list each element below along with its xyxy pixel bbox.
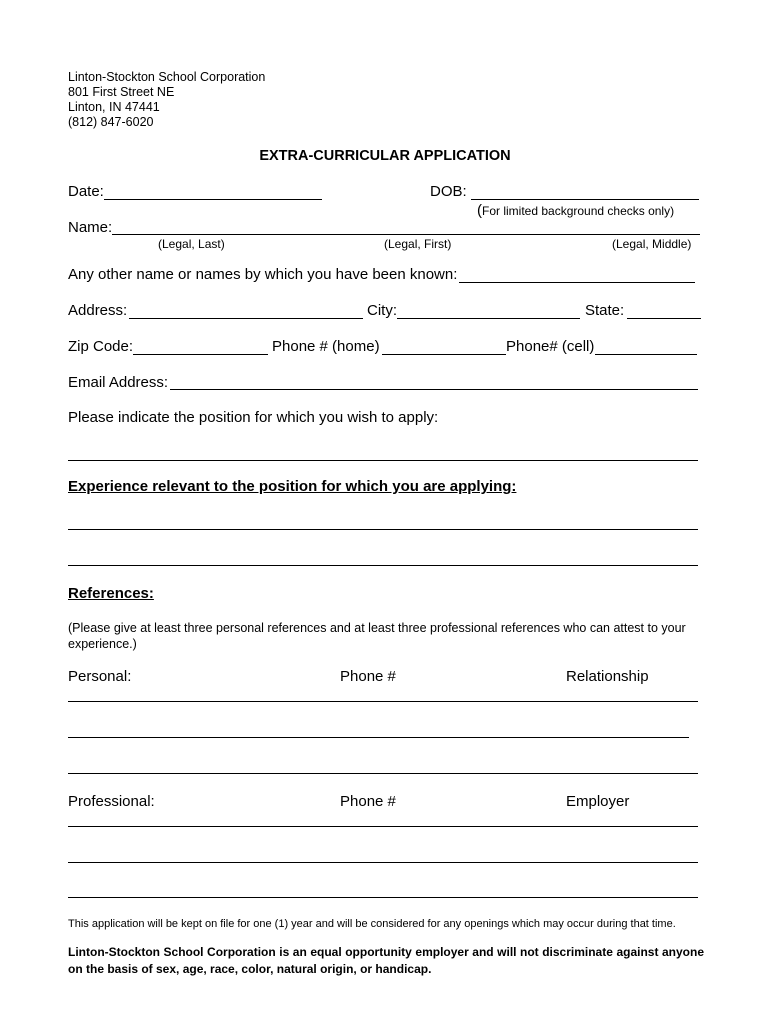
name-sublabel-first: (Legal, First): [384, 237, 452, 251]
personal-reference-line-3[interactable]: [68, 773, 698, 774]
email-label: Email Address:: [68, 374, 169, 391]
dob-label: DOB:: [430, 183, 467, 200]
phone-home-field-line[interactable]: [382, 354, 506, 355]
organization-city-state-zip: Linton, IN 47441: [68, 100, 160, 114]
name-sublabel-last: (Legal, Last): [158, 237, 225, 251]
relationship-column-header: Relationship: [566, 668, 649, 685]
references-heading: References:: [68, 585, 154, 602]
dob-note: [477, 202, 674, 220]
personal-phone-column-header: Phone #: [340, 668, 396, 685]
email-field-line[interactable]: [170, 389, 698, 390]
city-label: City:: [367, 302, 397, 319]
personal-reference-line-1[interactable]: [68, 701, 698, 702]
professional-reference-line-2[interactable]: [68, 862, 698, 863]
zip-code-field-line[interactable]: [133, 354, 268, 355]
name-label: Name:: [68, 219, 113, 236]
position-label: Please indicate the position for which you wish to apply:: [68, 409, 439, 426]
date-field-line[interactable]: [104, 199, 322, 200]
other-names-label: Any other name or names by which you have been known:: [68, 266, 458, 283]
organization-address-block: [68, 70, 265, 130]
references-note: (Please give at least three personal references and at least three professional references who can attest to your experience.): [68, 621, 686, 651]
experience-field-line-2[interactable]: [68, 565, 698, 566]
dob-note-paren: (: [477, 202, 482, 219]
organization-name: Linton-Stockton School Corporation: [68, 70, 266, 84]
professional-reference-line-3[interactable]: [68, 897, 698, 898]
professional-phone-column-header: Phone #: [340, 793, 396, 810]
professional-column-header: Professional:: [68, 793, 155, 810]
experience-field-line-1[interactable]: [68, 529, 698, 530]
phone-cell-field-line[interactable]: [595, 354, 697, 355]
date-label: Date:: [68, 183, 104, 200]
organization-street: 801 First Street NE: [68, 85, 175, 99]
organization-phone: (812) 847-6020: [68, 115, 154, 129]
zip-code-label: Zip Code:: [68, 338, 134, 355]
position-field-line[interactable]: [68, 460, 698, 461]
employer-column-header: Employer: [566, 793, 630, 810]
equal-opportunity-statement: Linton-Stockton School Corporation is an equal opportunity employer and will not discriminate against anyone on the basis of sex, age, race, color, natural origin, or handicap.: [68, 945, 704, 976]
experience-heading: Experience relevant to the position for which you are applying:: [68, 478, 517, 495]
phone-home-label: Phone # (home): [272, 338, 380, 355]
city-field-line[interactable]: [397, 318, 580, 319]
phone-cell-label: Phone# (cell): [506, 338, 595, 355]
form-title: EXTRA-CURRICULAR APPLICATION: [259, 148, 511, 164]
dob-note-text: For limited background checks only): [482, 204, 675, 218]
state-field-line[interactable]: [627, 318, 701, 319]
state-label: State:: [585, 302, 625, 319]
address-field-line[interactable]: [129, 318, 363, 319]
name-field-line[interactable]: [112, 234, 700, 235]
address-label: Address:: [68, 302, 128, 319]
name-sublabel-middle: (Legal, Middle): [612, 237, 692, 251]
dob-field-line[interactable]: [471, 199, 699, 200]
retention-note: This application will be kept on file for one (1) year and will be considered for any openings which may occur during that time.: [68, 918, 676, 930]
personal-column-header: Personal:: [68, 668, 132, 685]
professional-reference-line-1[interactable]: [68, 826, 698, 827]
other-names-field-line[interactable]: [459, 282, 695, 283]
personal-reference-line-2[interactable]: [68, 737, 689, 738]
